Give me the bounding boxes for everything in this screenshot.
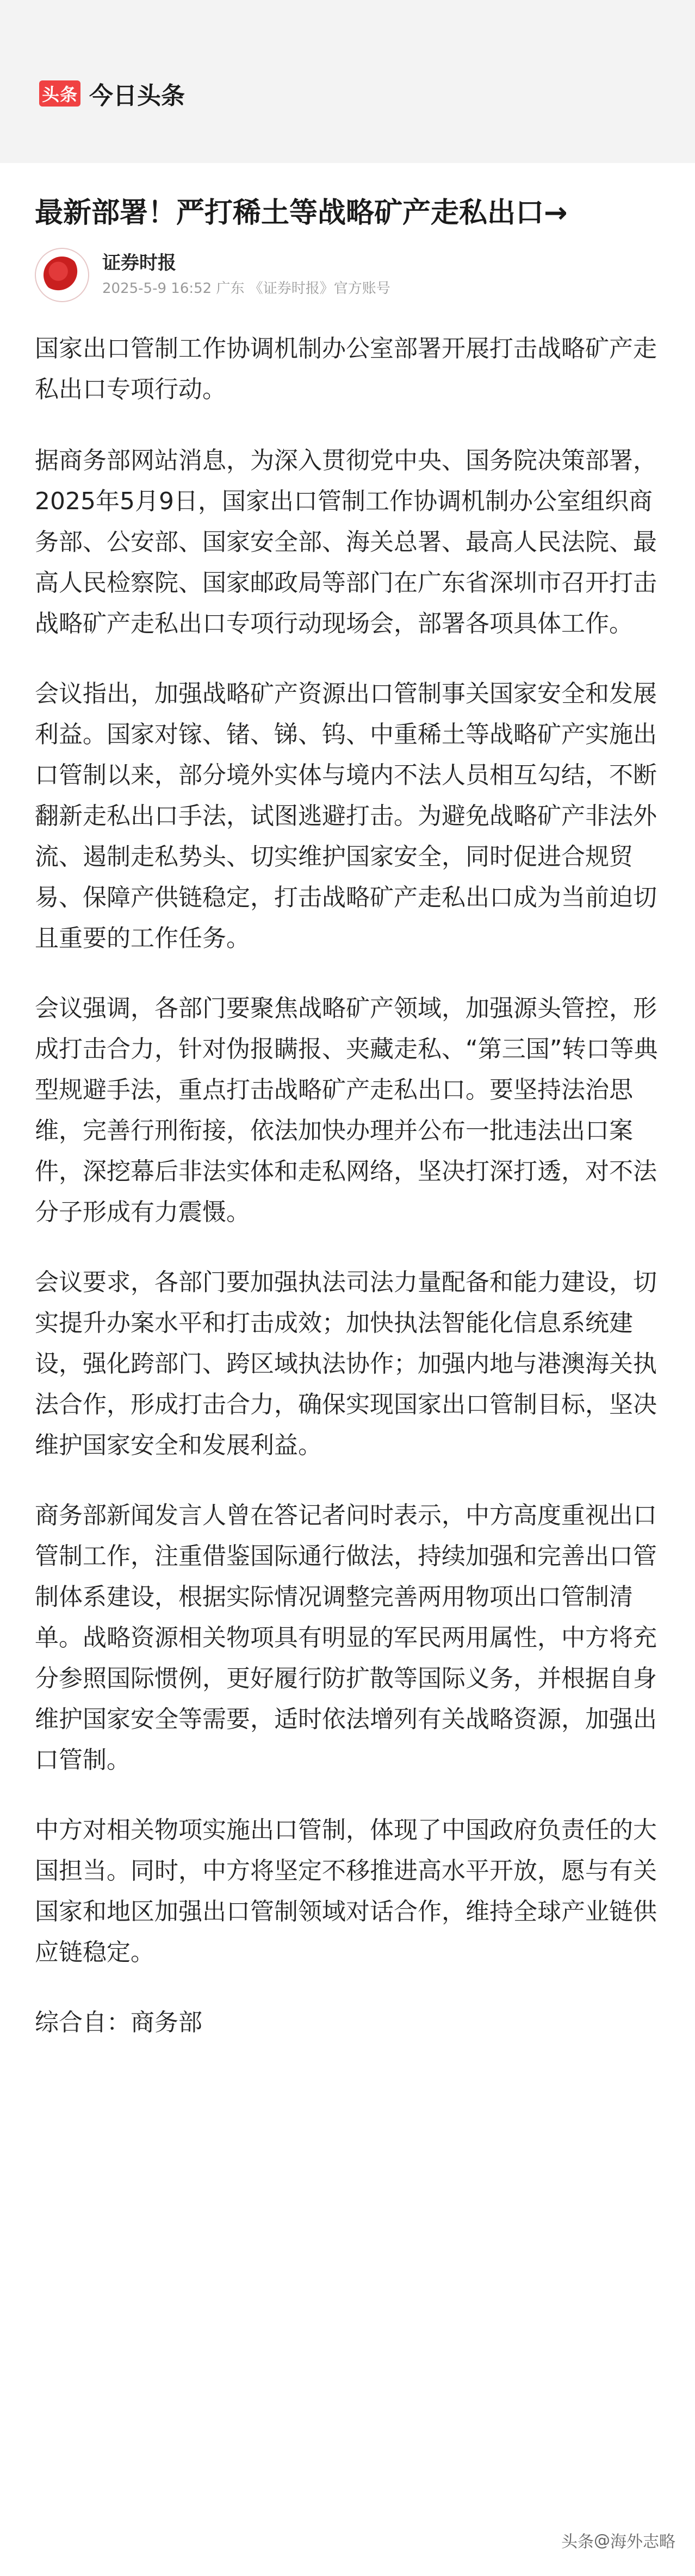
author-avatar[interactable] bbox=[35, 248, 89, 302]
paragraph-4: 会议强调，各部门要聚焦战略矿产领域，加强源头管控，形成打击合力，针对伪报瞒报、夹藏走私、“第三国”转口等典型规避手法，重点打击战略矿产走私出口。要坚持法治思维，完善行刑衔接，依法加快办理并公布一批违法出口案件，深挖幕后非法实体和走私网络，坚决打深打透，对不法分子形成有力震慑。 bbox=[35, 995, 658, 1226]
publish-info: 2025-5-9 16:52 广东 《证券时报》官方账号 bbox=[102, 280, 390, 297]
paragraph-6: 商务部新闻发言人曾在答记者问时表示，中方高度重视出口管制工作，注重借鉴国际通行做法，持续加强和完善出口管制体系建设，根据实际情况调整完善两用物项出口管制清单。战略资源相关物项具有明显的军民两用属性，中方将充分参照国际惯例，更好履行防扩散等国际义务，并根据自身维护国家安全等需要，适时依法增列有关战略资源，加强出口管制。 bbox=[35, 1502, 657, 1774]
watermark-name: 海外志略 bbox=[610, 2533, 675, 2552]
article-title: 最新部署！严打稀土等战略矿产走私出口→ bbox=[35, 197, 568, 229]
article-container bbox=[0, 163, 695, 2043]
brand[interactable] bbox=[39, 76, 185, 111]
paragraph-2: 据商务部网站消息，为深入贯彻党中央、国务院决策部署，2025年5月9日，国家出口管制工作协调机制办公室组织商务部、公安部、国家安全部、海关总署、最高人民法院、最高人民检察院、国家邮政局等部门在广东省深圳市召开打击战略矿产走私出口专项行动现场会，部署各项具体工作。 bbox=[35, 447, 657, 637]
paragraph-5: 会议要求，各部门要加强执法司法力量配备和能力建设，切实提升办案水平和打击成效；加快执法智能化信息系统建设，强化跨部门、跨区域执法协作；加强内地与港澳海关执法合作，形成打击合力，确保实现国家出口管制目标，坚决维护国家安全和发展利益。 bbox=[35, 1268, 657, 1459]
app-header bbox=[0, 0, 695, 163]
toutiao-logo: 头条 bbox=[39, 80, 80, 107]
author-name[interactable]: 证券时报 bbox=[102, 252, 176, 274]
author-row bbox=[35, 248, 660, 302]
author-meta bbox=[102, 251, 390, 299]
paragraph-1: 国家出口管制工作协调机制办公室部署开展打击战略矿产走私出口专项行动。 bbox=[35, 335, 657, 403]
app-name: 今日头条 bbox=[89, 82, 185, 110]
author-watermark bbox=[561, 2528, 675, 2552]
source-credit: 综合自：商务部 bbox=[35, 2009, 202, 2036]
paragraph-3: 会议指出，加强战略矿产资源出口管制事关国家安全和发展利益。国家对镓、锗、锑、钨、中重稀土等战略矿产实施出口管制以来，部分境外实体与境内不法人员相互勾结，不断翻新走私出口手法，试图逃避打击。为避免战略矿产非法外流、遏制走私势头、切实维护国家安全，同时促进合规贸易、保障产供链稳定，打击战略矿产走私出口成为当前迫切且重要的工作任务。 bbox=[35, 680, 657, 952]
watermark-prefix: 头条 bbox=[561, 2533, 594, 2552]
watermark-at: @ bbox=[594, 2530, 610, 2550]
article-body bbox=[35, 328, 660, 2043]
avatar-emblem-icon bbox=[44, 257, 80, 293]
paragraph-7: 中方对相关物项实施出口管制，体现了中国政府负责任的大国担当。同时，中方将坚定不移推进高水平开放，愿与有关国家和地区加强出口管制领域对话合作，维持全球产业链供应链稳定。 bbox=[35, 1816, 657, 1966]
